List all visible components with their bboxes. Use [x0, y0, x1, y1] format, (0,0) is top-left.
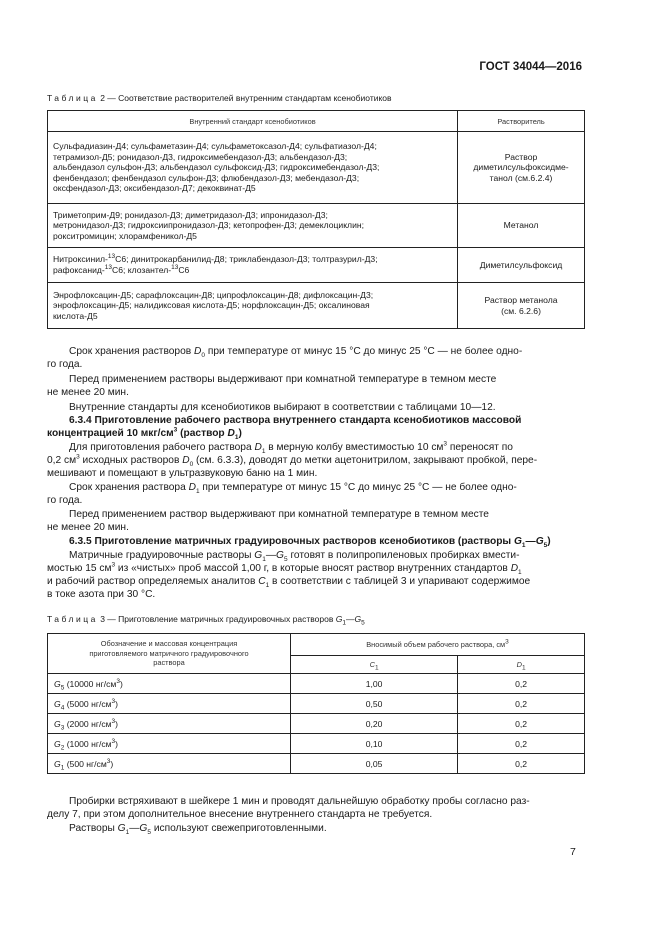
table3-d1-cell: 0,2 [458, 714, 585, 734]
table3-designation-cell [48, 734, 291, 754]
table3-c1-cell: 0,10 [291, 734, 458, 754]
cell-line [53, 254, 452, 265]
table3-c1-cell: 1,00 [291, 674, 458, 694]
table3-d1-cell: 0,2 [458, 754, 585, 774]
var: D [516, 659, 522, 669]
cell-line: метронидазол-Д3; гидроксиипронидазол-Д3; кетопрофен-Д3; демеклоциклин; [53, 220, 364, 231]
table-row [48, 674, 585, 694]
paragraph-line: в токе азота при 30 °С. [47, 589, 156, 600]
subscript: 5 [543, 542, 548, 550]
cell-line: тетрамизол-Д5; ронидазол-Д3, гидроксимебендазол-Д3; альбендазол-Д3; [53, 151, 348, 162]
text: (2000 нг/см [64, 718, 112, 729]
text: мостью 15 см [47, 563, 112, 574]
table-row [48, 132, 585, 204]
table-row [48, 754, 585, 774]
table2-standards-cell [48, 248, 458, 283]
table2-solvent-cell [458, 132, 585, 204]
text: исходных растворов [79, 455, 183, 466]
table2-caption-word: Таблица [47, 93, 98, 103]
superscript: 3 [173, 426, 178, 434]
superscript: 3 [505, 638, 509, 646]
text: 0,2 см [47, 455, 77, 466]
var: G [335, 614, 343, 624]
cell-line: кислота-Д5 [53, 310, 98, 321]
paragraph-prep-2: Перед применением раствор выдерживают при комнатной температуре в темном месте [69, 509, 489, 520]
header-line: приготовляемого матричного градуировочного [89, 648, 249, 658]
var: G [513, 536, 522, 547]
superscript: 3 [106, 757, 111, 765]
text: 6.3.5 Приготовление матричных градуировочных растворов ксенобиотиков (растворы [69, 536, 514, 547]
text: Срок хранения растворов [69, 346, 194, 357]
subscript: 3 [60, 724, 65, 732]
cell-line: энрофлоксацин-Д5; налидиксовая кислота-Д5; норфлоксацин-Д5; оксалиновая [53, 300, 370, 311]
text: (1000 нг/см [64, 738, 112, 749]
text: — [525, 536, 536, 547]
table2-standards-cell [48, 132, 458, 204]
var: C [369, 659, 375, 669]
text: С6 [178, 265, 190, 275]
text: при температуре от минус 15 °С до минус 25 °С — не более одно- [204, 346, 523, 357]
cell-line: Метанол [503, 220, 539, 231]
text: (см. 6.3.3), доводят до метки ацетонитрилом, закрывают пробкой, пере- [193, 455, 538, 466]
text: рафоксанид- [53, 265, 105, 275]
subscript: 5 [361, 619, 365, 627]
var: G [276, 550, 284, 561]
superscript: 13 [104, 264, 112, 272]
text: (10000 нг/см [64, 678, 117, 689]
var: D [194, 346, 202, 357]
text: С6; динитрокарбанилид-Д8; триклабендазол-Д3; толтразурил-Д3; [115, 254, 378, 265]
table3-designation-cell [48, 754, 291, 774]
table-row [48, 204, 585, 248]
subscript: 5 [147, 829, 151, 837]
cell-line: Энрофлоксацин-Д5; сарафлоксацин-Д8; ципрофлоксацин-Д8; дифлоксацин-Д3; [53, 289, 374, 300]
table3-designation-cell [48, 694, 291, 714]
table3-designation-header [48, 634, 291, 674]
text: Растворы [69, 823, 118, 834]
subscript: 0 [201, 352, 205, 360]
text: — [129, 823, 140, 834]
cell-line: Сульфадиазин-Д4; сульфаметазин-Д4; сульфаметоксазол-Д4; сульфатиазол-Д4; [53, 141, 377, 152]
text: Вносимый объем рабочего раствора, см [366, 639, 506, 649]
text: при температуре от минус 15 °С до минус 25 °С — не более одно- [199, 482, 517, 493]
table3-header-row [48, 634, 585, 656]
superscript: 3 [111, 737, 116, 745]
cell-line: (см. 6.2.6) [501, 305, 541, 316]
cell-line: фенбендазол; фенбендазол сульфон-Д3; флюбендазол-Д3; мебендазол-Д3; [53, 172, 360, 183]
text: готовят в полипропиленовых пробирках вмести- [287, 550, 520, 561]
text: ) [115, 698, 119, 709]
text: концентрацией 10 мкг/см [47, 428, 174, 439]
text: (раствор [177, 428, 228, 439]
text: Для приготовления рабочего раствора [69, 442, 255, 453]
var: C [258, 576, 266, 587]
table2 [47, 110, 585, 329]
text: из «чистых» проб массой 1,00 г, в которые вносят раствор внутренних стандартов [115, 563, 511, 574]
text: (500 нг/см [64, 758, 107, 769]
var: G [535, 536, 544, 547]
var: D [188, 482, 196, 493]
var: D [182, 455, 190, 466]
section-6-3-4-heading-line2 [47, 427, 585, 440]
paragraph-standards: Внутренние стандарты для ксенобиотиков выбирают в соответствии с таблицами 10—12. [69, 402, 496, 413]
subscript: 2 [60, 744, 65, 752]
var: G [54, 678, 61, 689]
text: используют свежеприготовленными. [150, 823, 327, 834]
text: Матричные градуировочные растворы [69, 550, 255, 561]
cell-line: Диметилсульфоксид [479, 259, 563, 270]
subscript: 1 [261, 448, 266, 456]
table2-solvent-cell [458, 283, 585, 329]
superscript: 3 [111, 561, 116, 569]
text: Срок хранения раствора [69, 482, 189, 493]
paragraph-line [47, 454, 585, 467]
table2-header-row [48, 111, 585, 132]
paragraph-storage-d0 [47, 345, 585, 358]
header-line: Обозначение и массовая концентрация [100, 639, 238, 649]
table3-d1-cell: 0,2 [458, 674, 585, 694]
text: ) [119, 678, 123, 689]
var: D [510, 563, 519, 574]
subscript: 1 [521, 542, 526, 550]
text: ) [115, 718, 119, 729]
superscript: 3 [111, 697, 116, 705]
table2-standards-cell [48, 204, 458, 248]
text: — [265, 550, 277, 561]
paragraph-line [47, 562, 585, 575]
subscript: 1 [262, 556, 266, 564]
superscript: 13 [171, 264, 179, 272]
cell-line: диметилсульфоксидме- [473, 162, 569, 173]
paragraph-line: мешивают и помещают в ультразвуковую баню на 1 мин. [47, 468, 318, 479]
text: 3 — Приготовление матричных градуировочных растворов [100, 614, 336, 624]
subscript: 1 [518, 569, 522, 577]
subscript: 1 [265, 582, 270, 590]
var: G [354, 614, 362, 624]
table-row [48, 694, 585, 714]
superscript: 3 [116, 677, 120, 685]
cell-line: оксфендазол-Д3; оксибендазол-Д7; декоквинат-Д5 [53, 183, 256, 194]
subscript: 4 [60, 704, 65, 712]
section-6-3-5-heading [47, 535, 585, 548]
section-6-3-4-heading: 6.3.4 Приготовление рабочего раствора внутреннего стандарта ксенобиотиков массовой [69, 415, 522, 426]
subscript: 1 [195, 488, 200, 496]
text: ) [547, 536, 551, 547]
paragraph-line: го года. [47, 359, 83, 370]
table3-c1-cell: 0,05 [291, 754, 458, 774]
text: Нитроксинил- [53, 254, 108, 265]
header-line: раствора [153, 658, 185, 668]
subscript: 5 [283, 556, 288, 564]
text: С6; клозантел- [112, 265, 172, 275]
table3-c1-cell: 0,20 [291, 714, 458, 734]
table3 [47, 633, 585, 774]
text: переносят по [447, 442, 513, 453]
superscript: 3 [76, 453, 80, 461]
cell-line: Раствор метанола [484, 294, 558, 305]
var: G [254, 550, 263, 561]
subscript: 1 [125, 829, 130, 837]
paragraph-storage-d1 [47, 481, 585, 494]
table2-solvent-cell [458, 248, 585, 283]
cell-line: Раствор [504, 151, 538, 162]
superscript: 3 [111, 717, 116, 725]
cell-line: рокситромицин; хлорамфеникол-Д5 [53, 230, 197, 241]
paragraph-d1-prep [47, 441, 585, 454]
text: — [345, 614, 355, 624]
table3-caption-word: Таблица [47, 614, 98, 624]
table3-c1-cell: 0,50 [291, 694, 458, 714]
paragraph-line: делу 7, при этом дополнительное внесение внутреннего стандарта не требуется. [47, 809, 433, 820]
superscript: 3 [443, 440, 448, 448]
table3-c1-header [291, 656, 458, 674]
table2-caption-text: 2 — Соответствие растворителей внутренним стандартам ксенобиотиков [100, 93, 392, 103]
subscript: 1 [342, 619, 346, 627]
table3-designation-cell [48, 674, 291, 694]
text: и рабочий раствор определяемых аналитов [47, 576, 259, 587]
text: в мерную колбу вместимостью 10 см [265, 442, 444, 453]
subscript: 1 [374, 664, 379, 672]
table3-d1-header [458, 656, 585, 674]
cell-line: танол (см.6.2.4) [489, 172, 553, 183]
var: D [254, 442, 262, 453]
var: D [227, 428, 235, 439]
cell-line [53, 265, 452, 276]
subscript: 1 [521, 664, 526, 672]
table3-volume-header [291, 634, 585, 656]
table3-caption [47, 614, 365, 627]
table-row [48, 248, 585, 283]
text: ) [110, 758, 114, 769]
page-number: 7 [570, 846, 576, 858]
paragraph-line: го года. [47, 495, 83, 506]
paragraph-line [47, 575, 585, 588]
paragraph-matrix [47, 549, 585, 562]
text: ) [115, 738, 119, 749]
var: G [54, 698, 61, 709]
text: ) [238, 428, 242, 439]
paragraph-line: не менее 20 мин. [47, 522, 129, 533]
table3-d1-cell: 0,2 [458, 734, 585, 754]
table3-designation-cell [48, 714, 291, 734]
superscript: 13 [107, 253, 116, 261]
table3-d1-cell: 0,2 [458, 694, 585, 714]
paragraph-shaking: Пробирки встряхивают в шейкере 1 мин и проводят дальнейшую обработку пробы согласно раз- [69, 796, 530, 807]
table-row [48, 714, 585, 734]
var: G [54, 718, 61, 729]
table-row [48, 283, 585, 329]
table2-col1-header: Внутренний стандарт ксенобиотиков [48, 111, 458, 132]
var: G [54, 738, 61, 749]
paragraph-line: не менее 20 мин. [47, 387, 129, 398]
paragraph-prep: Перед применением растворы выдерживают при комнатной температуре в темном месте [69, 374, 497, 385]
subscript: 5 [60, 684, 65, 692]
paragraph-fresh [47, 822, 585, 835]
table2-standards-cell [48, 283, 458, 329]
cell-line: альбендазол сульфон-Д3; альбендазол сульфоксид-Д3; гидроксимебендазол-Д3; [53, 162, 380, 173]
cell-line: Триметоприм-Д9; ронидазол-Д3; диметридазол-Д3; ипронидазол-Д3; [53, 209, 328, 220]
subscript: 0 [189, 461, 194, 469]
subscript: 1 [60, 764, 65, 772]
var: G [139, 823, 148, 834]
text: (5000 нг/см [64, 698, 112, 709]
table2-col2-header: Растворитель [458, 111, 585, 132]
standard-number: ГОСТ 34044—2016 [479, 61, 582, 73]
table2-caption [47, 93, 392, 103]
table-row [48, 734, 585, 754]
var: G [54, 758, 61, 769]
subscript: 1 [234, 434, 239, 442]
table2-solvent-cell [458, 204, 585, 248]
text: в соответствии с таблицей 3 и упаривают содержимое [269, 576, 531, 587]
var: G [117, 823, 126, 834]
